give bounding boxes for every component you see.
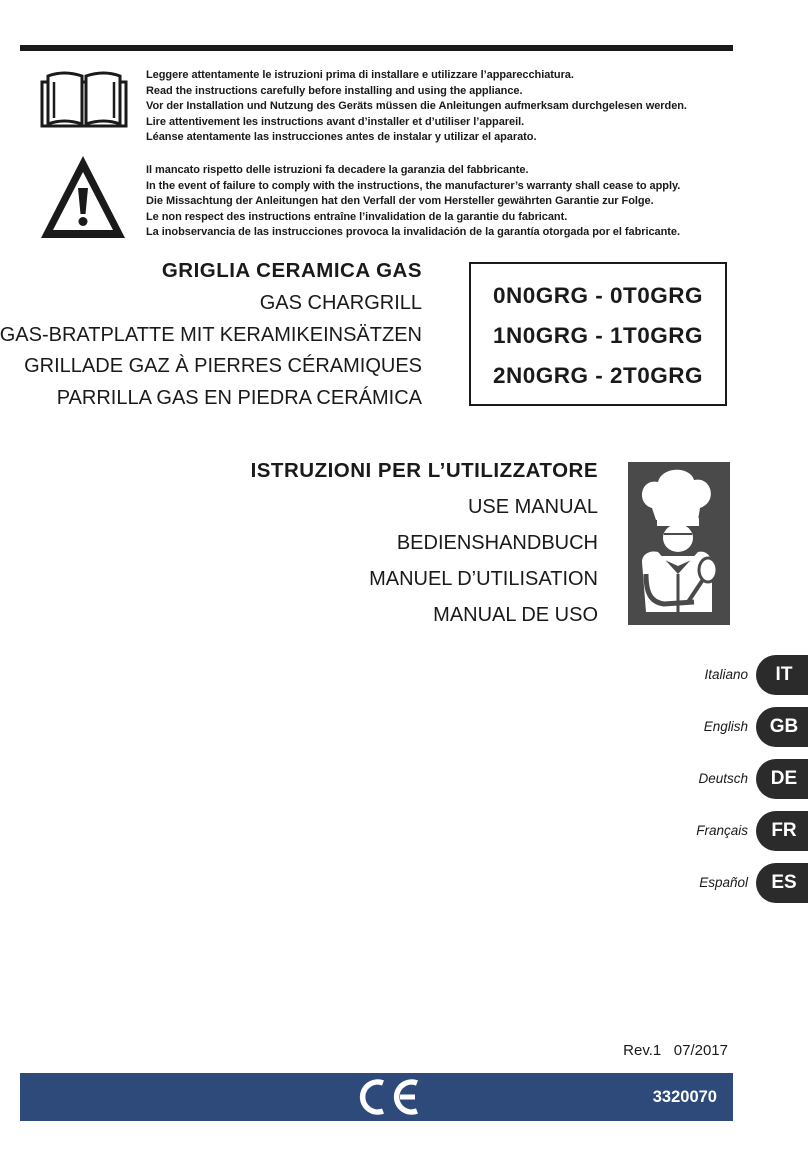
language-tab-deutsch[interactable] <box>648 759 808 799</box>
warranty-warning-notice <box>146 163 680 241</box>
warning-triangle-icon <box>38 152 128 242</box>
language-name: Italiano <box>704 667 748 682</box>
notice-line: Vor der Installation und Nutzung des Geräts müssen die Anleitungen aufmerksam durchgelesen werden. <box>146 100 687 112</box>
notice-line: Lire attentivement les instructions avant d’installer et d’utiliser l’appareil. <box>146 115 525 128</box>
model-code: 0N0GRG - 0T0GRG <box>492 283 704 308</box>
language-tab-english[interactable] <box>648 707 808 747</box>
ce-mark-icon <box>351 1078 423 1116</box>
manual-title-translation: BEDIENSHANDBUCH <box>396 532 598 554</box>
language-tab-francais[interactable] <box>648 811 808 851</box>
model-code: 1N0GRG - 1T0GRG <box>492 323 704 348</box>
notice-line: Read the instructions carefully before installing and using the appliance. <box>146 84 523 97</box>
language-name: Français <box>696 823 748 838</box>
read-instructions-notice <box>146 68 687 146</box>
top-rule <box>20 45 733 51</box>
chef-user-icon <box>628 462 730 625</box>
footer-bar <box>20 1073 733 1121</box>
notice-line: Léanse atentamente las instrucciones antes de instalar y utilizar el aparato. <box>146 131 537 143</box>
notice-line: Il mancato rispetto delle istruzioni fa decadere la garanzia del fabbricante. <box>146 164 529 176</box>
product-title-translation: GAS CHARGRILL <box>259 292 422 314</box>
manual-title-block <box>251 452 598 633</box>
manual-title-translation: USE MANUAL <box>467 496 598 518</box>
product-title: GRIGLIA CERAMICA GAS <box>161 259 422 282</box>
language-code: ES <box>756 863 808 903</box>
manual-title-translation: MANUAL DE USO <box>433 604 598 626</box>
revision-date: 07/2017 <box>673 1042 728 1059</box>
document-code: 3320070 <box>652 1088 717 1106</box>
language-name: English <box>703 719 748 734</box>
product-title-block <box>0 254 422 414</box>
language-code: FR <box>756 811 808 851</box>
language-name: Español <box>699 875 748 890</box>
language-name: Deutsch <box>698 771 748 786</box>
notice-line: Leggere attentamente le istruzioni prima di installare e utilizzare l’apparecchiatura. <box>146 69 574 81</box>
manual-title: ISTRUZIONI PER L’UTILIZZATORE <box>250 459 598 482</box>
notice-line: Le non respect des instructions entraîne l’invalidation de la garantie du fabricant. <box>146 210 568 223</box>
language-code: GB <box>756 707 808 747</box>
product-title-translation: GAS-BRATPLATTE MIT KERAMIKEINSÄTZEN <box>0 323 422 346</box>
model-codes-box <box>469 262 727 406</box>
product-title-translation: GRILLADE GAZ À PIERRES CÉRAMIQUES <box>24 355 422 377</box>
language-code: DE <box>756 759 808 799</box>
notice-line: In the event of failure to comply with the instructions, the manufacturer’s warranty shall cease to apply. <box>146 179 681 192</box>
revision-info <box>623 1042 728 1059</box>
language-code: IT <box>756 655 808 695</box>
manual-title-translation: MANUEL D’UTILISATION <box>369 568 598 590</box>
notice-line: Die Missachtung der Anleitungen hat den Verfall der vom Hersteller gewährten Garantie zur Folge. <box>146 195 654 207</box>
product-title-translation: PARRILLA GAS EN PIEDRA CERÁMICA <box>56 386 422 409</box>
language-tab-italiano[interactable] <box>648 655 808 695</box>
revision-label: Rev.1 <box>623 1042 662 1059</box>
notice-line: La inobservancia de las instrucciones provoca la invalidación de la garantía otorgada por el fabricante. <box>146 226 680 238</box>
open-book-icon <box>40 68 128 128</box>
model-code: 2N0GRG - 2T0GRG <box>492 363 704 388</box>
language-tab-espanol[interactable] <box>648 863 808 903</box>
